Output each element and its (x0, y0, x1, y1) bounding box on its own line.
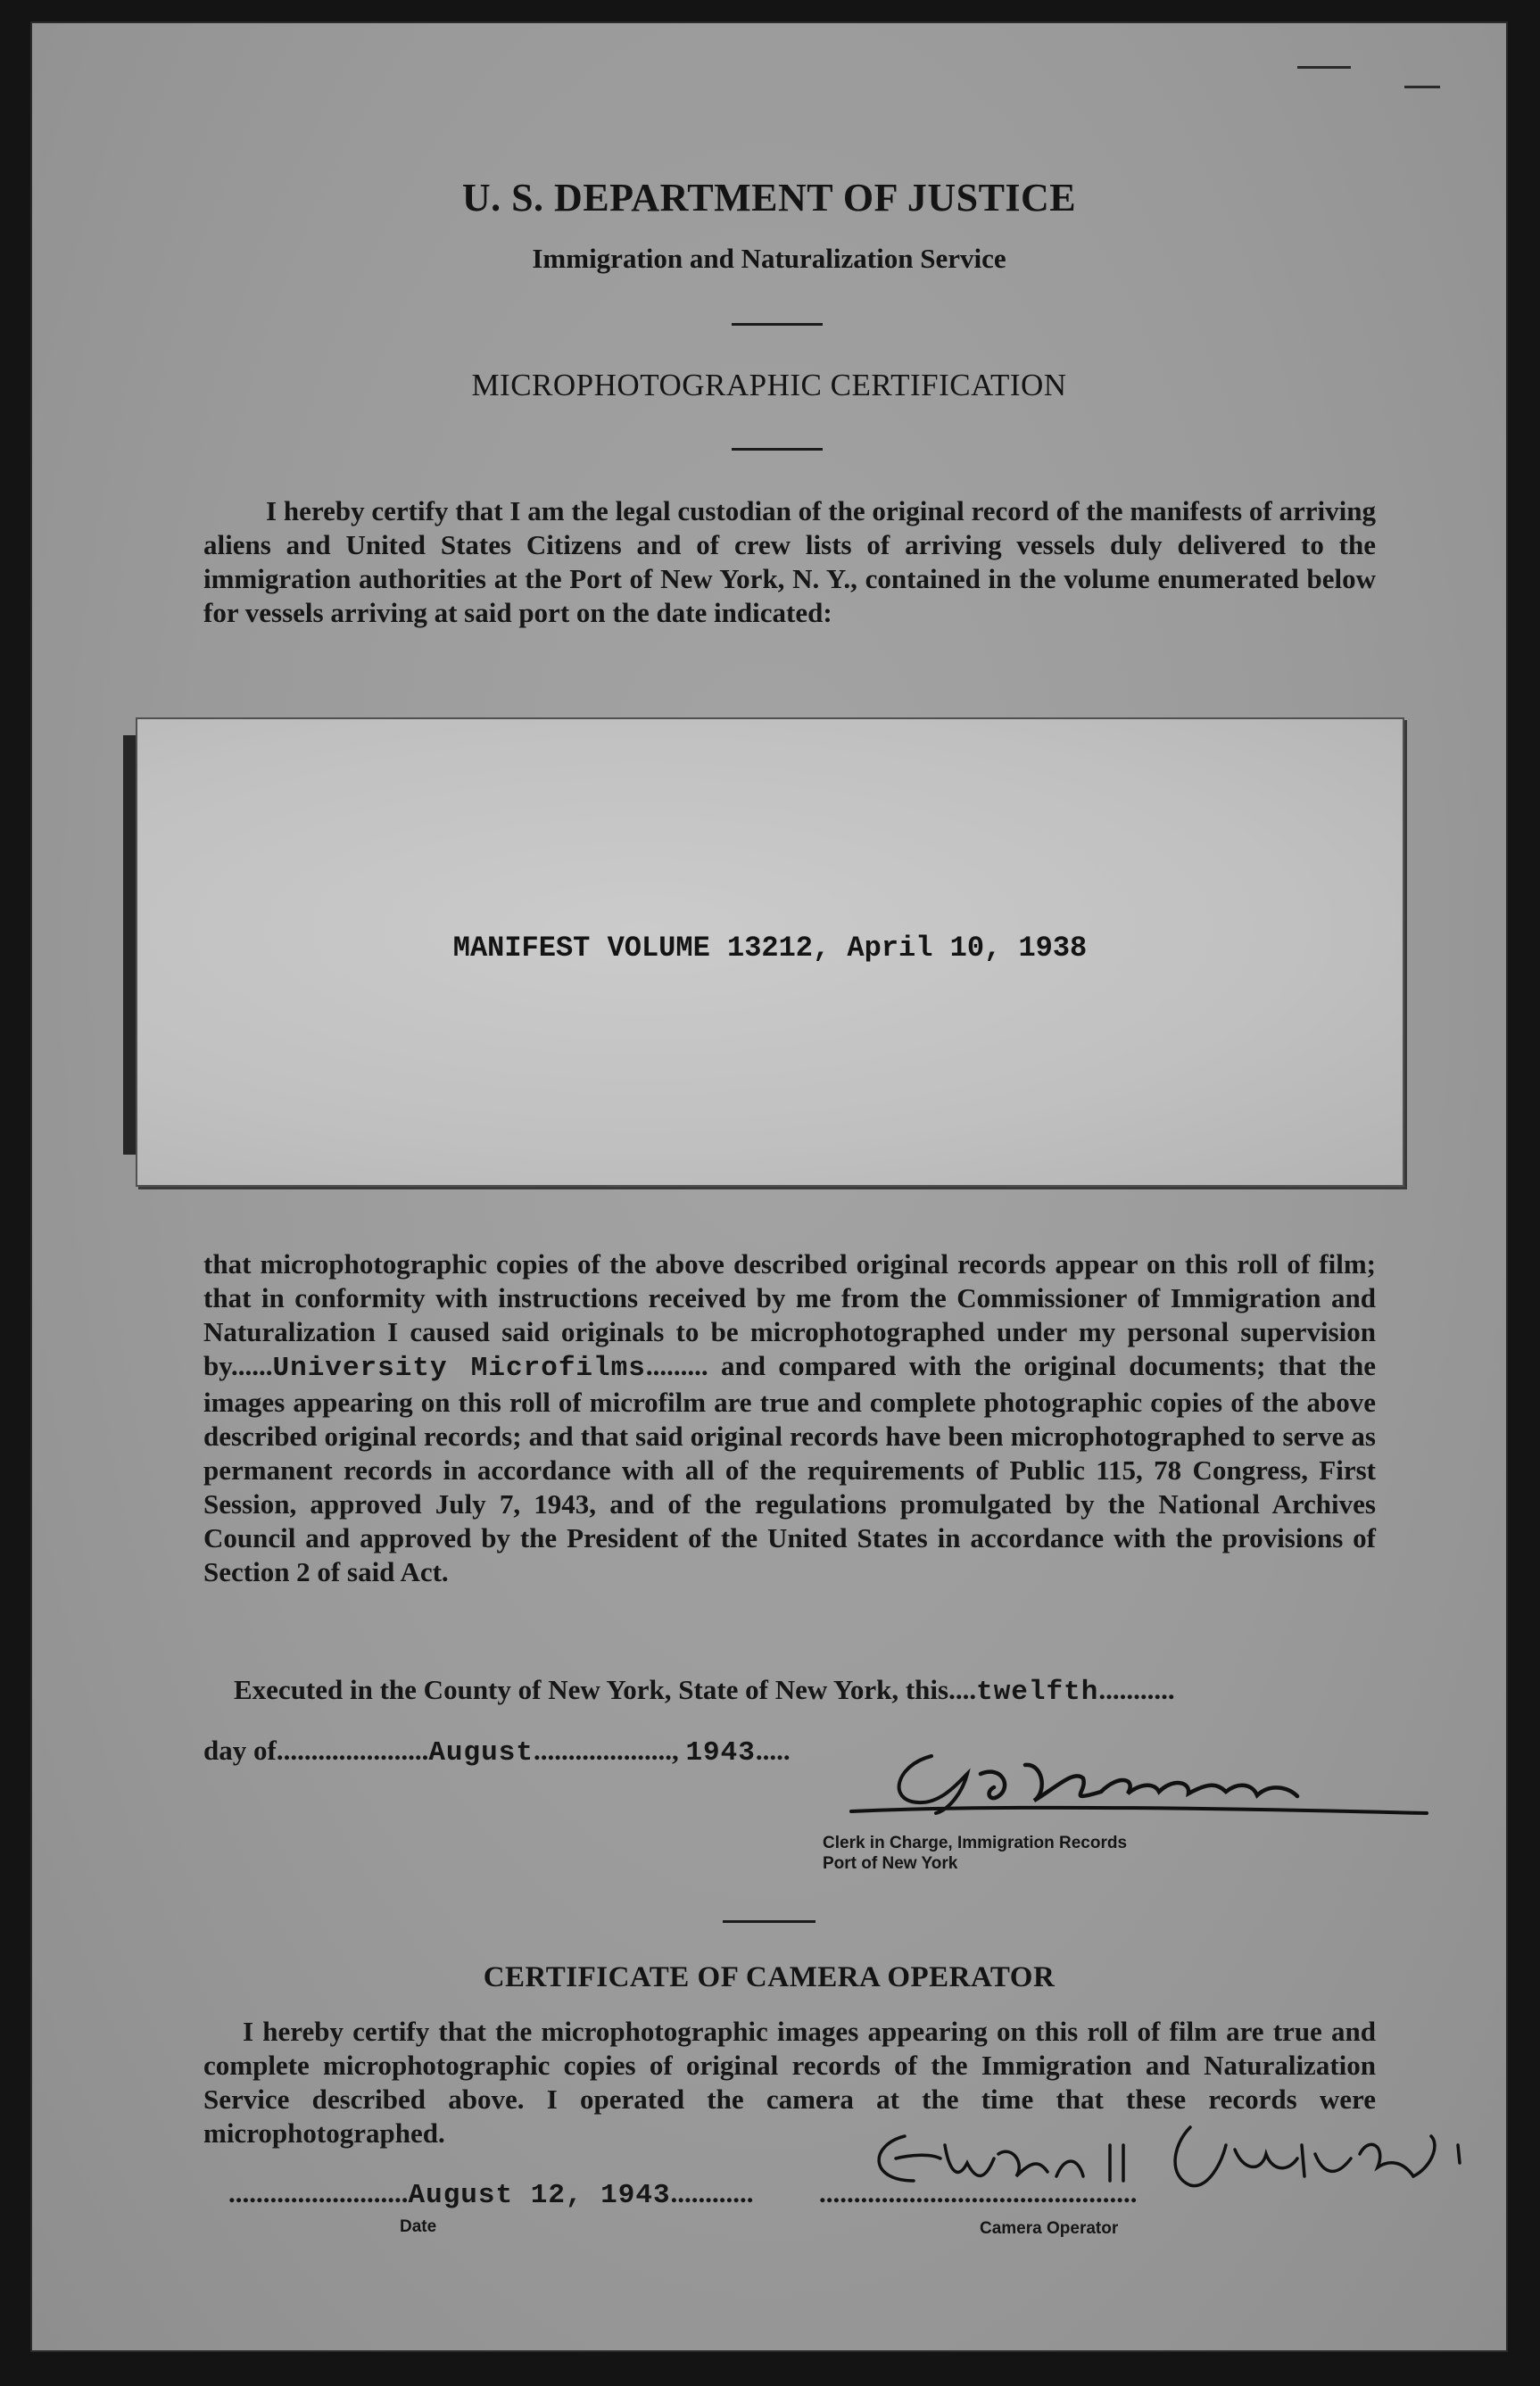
month-value: August (428, 1737, 534, 1769)
leader-dots: ............ (670, 2177, 754, 2208)
divider (732, 448, 823, 451)
camera-operator-signature (816, 2109, 1476, 2216)
date-of-line (203, 1735, 791, 1769)
day-ordinal-value: twelfth (976, 1677, 1099, 1708)
manifest-volume-text: MANIFEST VOLUME 13212, April 10, 1938 (452, 932, 1088, 965)
divider (723, 1920, 816, 1923)
filmed-by-value: University Microfilms (272, 1353, 646, 1384)
camera-certificate-text: I hereby certify that the microphotographic images appearing on this roll of film are true and complete microphotographic copies of original records of the Immigration and Naturalization Service described above. I operated the camera at the time that these records were microphotographed. (203, 2016, 1376, 2149)
camera-certificate-title: CERTIFICATE OF CAMERA OPERATOR (483, 1961, 1056, 1993)
clerk-title (823, 1833, 1127, 1874)
date-label: Date (400, 2217, 437, 2236)
department-heading: U. S. DEPARTMENT OF JUSTICE (461, 176, 1077, 220)
certification-intro: I hereby certify that I am the legal custodian of the original record of the manifests of arriving aliens and United States Citizens and of crew lists of arriving vessels duly delivered to the immigration authorities at the Port of New York, N. Y., contained in the volume enumerated below for vessels arriving at said port on the date indicated: (203, 495, 1376, 628)
divider (732, 323, 823, 326)
execution-line (234, 1674, 1175, 1708)
year-value: 1943 (685, 1737, 756, 1769)
film-artifact (1404, 86, 1440, 88)
execution-text: Executed in the County of New York, State of New York, this (234, 1674, 949, 1705)
clerk-title-line1: Clerk in Charge, Immigration Records (823, 1834, 1128, 1852)
leader-dots: ...................., (533, 1735, 686, 1766)
service-subheading: Immigration and Naturalization Service (532, 243, 1006, 274)
leader-dots: .... (948, 1674, 977, 1705)
leader-dots: ..... (755, 1735, 791, 1766)
leader-dots: .............................................. (819, 2177, 1138, 2208)
film-artifact (1297, 66, 1351, 69)
volume-slip (136, 717, 1404, 1187)
leader-dots: ........... (1098, 1674, 1175, 1705)
certification-body (203, 1247, 1376, 1589)
camera-operator-label: Camera Operator (980, 2219, 1119, 2238)
leader-dots: ...... (231, 1350, 273, 1381)
clerk-title-line2: Port of New York (823, 1854, 958, 1873)
date-field (228, 2177, 754, 2211)
day-of-label: day of (203, 1735, 277, 1766)
body-text-a: that microphotographic copies of the above described original records appear on this roll of film; that in conformity with instructions received by me from the Commissioner of Immigration and Naturalization I caused said originals to be microphotographed under my personal supervision by (203, 1248, 1376, 1381)
leader-dots: .......................... (228, 2177, 409, 2208)
clerk-signature (833, 1738, 1440, 1836)
leader-dots: ......... (645, 1350, 708, 1381)
certificate-sheet (30, 21, 1508, 2352)
operator-date-value: August 12, 1943 (408, 2180, 671, 2211)
leader-dots: ...................... (276, 1735, 429, 1766)
body-text-b: and compared with the original documents; that the images appearing on this roll of microfilm are true and complete photographic copies of the above described original records; and that said original records have been microphotographed to serve as permanent records in accordance with all of the requirements of Public 115, 78 Congress, First Session, approved July 7, 1943, and of the regulations promulgated by the National Archives Council and approved by the President of the United States in accordance with the provisions of Section 2 of said Act. (203, 1350, 1376, 1587)
certification-title: MICROPHOTOGRAPHIC CERTIFICATION (471, 368, 1067, 402)
